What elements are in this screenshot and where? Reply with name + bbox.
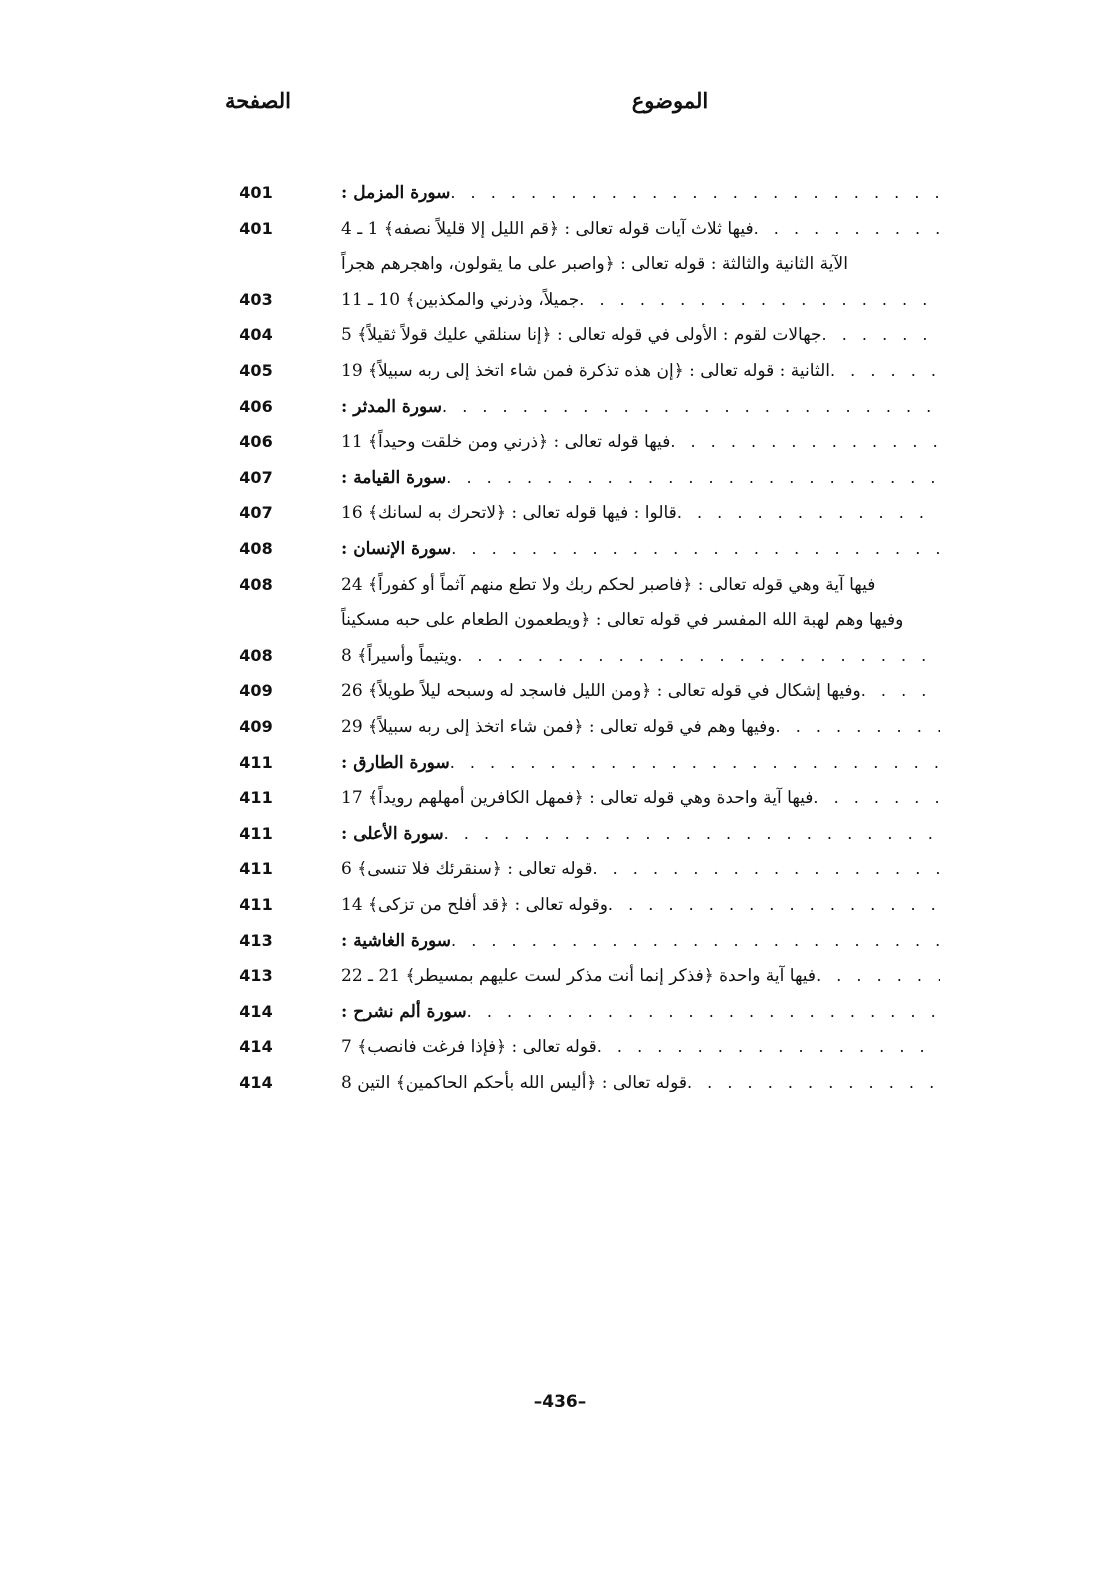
toc-entry-title: جميلاً، وذرني والمكذبين﴾ 10 ـ 11 [341, 290, 580, 310]
dot-leader [754, 212, 940, 246]
dot-leader [450, 746, 940, 780]
toc-entry-title: وفيها وهم في قوله تعالى : ﴿فمن شاء اتخذ إلى ربه سبيلاً﴾ 29 [341, 717, 776, 737]
toc-entry-line [335, 212, 940, 246]
toc-entry-title: سورة المدثر : [341, 397, 443, 417]
dot-leader [670, 425, 940, 459]
toc-entry-page: 411 [239, 859, 273, 878]
toc-entry-line [335, 176, 940, 210]
column-header-page: الصفحة [225, 88, 291, 113]
toc-entry-line [335, 746, 940, 780]
toc-entry-page: 407 [239, 468, 273, 487]
toc-entry-line [335, 995, 940, 1029]
toc-entry-line [335, 639, 940, 673]
toc-entry-line [335, 247, 940, 281]
toc-entry [230, 568, 940, 602]
toc-entry-page: 406 [239, 397, 273, 416]
toc-entry-title: قوله تعالى : ﴿سنقرئك فلا تنسى﴾ 6 [341, 859, 593, 879]
toc-entry [230, 674, 940, 708]
toc-entry-title: ويتيماً وأسيراً﴾ 8 [341, 646, 458, 666]
toc-entry [230, 817, 940, 851]
toc-entry-line [335, 390, 940, 424]
toc-entry-title: جهالات لقوم : الأولى في قوله تعالى : ﴿إنا سنلقي عليك قولاً ثقيلاً﴾ 5 [341, 325, 822, 345]
toc-entry-line [335, 924, 940, 958]
toc-entry [230, 1030, 940, 1064]
dot-leader [822, 318, 940, 352]
toc-entry-title: وفيها إشكال في قوله تعالى : ﴿ومن الليل فاسجد له وسبحه ليلاً طويلاً﴾ 26 [341, 681, 861, 701]
toc-entry-title: الآية الثانية والثالثة : قوله تعالى : ﴿واصبر على ما يقولون، واهجرهم هجراً [341, 254, 848, 274]
toc-entry [230, 283, 940, 317]
toc-entry [230, 710, 940, 744]
toc-entry-page: 411 [239, 824, 273, 843]
toc-entry-line [335, 781, 940, 815]
toc-entry-page: 405 [239, 361, 273, 380]
toc-entry-page: 409 [239, 681, 273, 700]
toc-entry-line [335, 1066, 940, 1100]
toc-entry [230, 603, 940, 637]
dot-leader [776, 710, 940, 744]
toc-entry-line [335, 461, 940, 495]
toc-entry-title: سورة الغاشية : [341, 931, 452, 951]
toc-entry-title: قوله تعالى : ﴿فإذا فرغت فانصب﴾ 7 [341, 1037, 597, 1057]
toc-entry-line [335, 496, 940, 530]
toc-entry-line [335, 425, 940, 459]
toc-entry [230, 496, 940, 530]
toc-entry-title: الثانية : قوله تعالى : ﴿إن هذه تذكرة فمن شاء اتخذ إلى ربه سبيلاً﴾ 19 [341, 361, 830, 381]
dot-leader [450, 176, 940, 210]
dot-leader [451, 532, 940, 566]
toc-entry-line [335, 283, 940, 317]
toc-entry-line [335, 603, 940, 637]
toc-entry-page: 406 [239, 432, 273, 451]
dot-leader [608, 888, 940, 922]
toc-entry-line [335, 568, 940, 602]
dot-leader [579, 283, 940, 317]
toc-entry [230, 781, 940, 815]
dot-leader [457, 639, 940, 673]
dot-leader [816, 959, 940, 993]
toc-entry-line [335, 710, 940, 744]
toc-entry [230, 746, 940, 780]
toc-entry-title: سورة الإنسان : [341, 539, 452, 559]
dot-leader [451, 924, 940, 958]
toc-entry [230, 532, 940, 566]
toc-entry [230, 852, 940, 886]
toc-entry-title: وقوله تعالى : ﴿قد أفلح من تزكى﴾ 14 [341, 895, 608, 915]
toc-entry-page: 401 [239, 219, 273, 238]
toc-entry [230, 176, 940, 210]
dot-leader [592, 852, 940, 886]
dot-leader [467, 995, 940, 1029]
dot-leader [444, 817, 940, 851]
toc-entry-title: قوله تعالى : ﴿أليس الله بأحكم الحاكمين﴾ التين 8 [341, 1073, 687, 1093]
toc-entry-title: فيها آية واحدة ﴿فذكر إنما أنت مذكر لست عليهم بمسيطر﴾ 21 ـ 22 [341, 966, 817, 986]
toc-entry [230, 461, 940, 495]
dot-leader [442, 390, 940, 424]
toc-entry-title: وفيها وهم لهبة الله المفسر في قوله تعالى : ﴿ويطعمون الطعام على حبه مسكيناً [341, 610, 904, 630]
toc-entry-line [335, 532, 940, 566]
toc-entry [230, 318, 940, 352]
toc-entry [230, 639, 940, 673]
toc-entry-title: سورة الأعلى : [341, 824, 444, 844]
toc-entry-page: 411 [239, 753, 273, 772]
dot-leader [813, 781, 940, 815]
toc-entry-page: 411 [239, 788, 273, 807]
toc-entry-title: فيها قوله تعالى : ﴿ذرني ومن خلقت وحيداً﴾ 11 [341, 432, 671, 452]
toc-entry-page: 408 [239, 539, 273, 558]
dot-leader [687, 1066, 940, 1100]
toc-entry [230, 1066, 940, 1100]
dot-leader [677, 496, 940, 530]
column-header-subject: الموضوع [631, 88, 709, 113]
toc-entry [230, 995, 940, 1029]
toc-entry-line [335, 817, 940, 851]
toc-entry-page: 401 [239, 183, 273, 202]
page-number: –436– [533, 1392, 587, 1412]
toc-entry-line [335, 674, 940, 708]
toc-entry-page: 407 [239, 503, 273, 522]
toc-entry-page: 411 [239, 895, 273, 914]
toc-entry-page: 414 [239, 1002, 273, 1021]
toc-entry-page: 408 [239, 646, 273, 665]
toc-entry-title: سورة الطارق : [341, 753, 450, 773]
toc-entry-title: فيها آية وهي قوله تعالى : ﴿فاصبر لحكم ربك ولا تطع منهم آثماً أو كفوراً﴾ 24 [341, 575, 876, 595]
toc-entry-title: سورة القيامة : [341, 468, 447, 488]
toc-entry-title: قالوا : فيها قوله تعالى : ﴿لاتحرك به لسانك﴾ 16 [341, 503, 677, 523]
toc-entry [230, 888, 940, 922]
toc-entry-line [335, 318, 940, 352]
toc-entry-line [335, 852, 940, 886]
toc-entry [230, 425, 940, 459]
toc-entry [230, 924, 940, 958]
toc-entry-page: 414 [239, 1073, 273, 1092]
toc-entry-line [335, 1030, 940, 1064]
toc-entry-title: فيها ثلاث آيات قوله تعالى : ﴿قم الليل إلا قليلاً نصفه﴾ 1 ـ 4 [341, 219, 754, 239]
toc-entry [230, 390, 940, 424]
dot-leader [446, 461, 940, 495]
toc-entry-line [335, 888, 940, 922]
dot-leader [830, 354, 940, 388]
toc-entry [230, 959, 940, 993]
toc-entry-page: 413 [239, 966, 273, 985]
dot-leader [861, 674, 940, 708]
toc-entry-page: 413 [239, 931, 273, 950]
toc-entry-page: 414 [239, 1037, 273, 1056]
toc-entry [230, 354, 940, 388]
toc-entry [230, 212, 940, 246]
toc-entry-title: سورة المزمل : [341, 183, 451, 203]
dot-leader [597, 1030, 940, 1064]
toc-entry [230, 247, 940, 281]
toc-entry-page: 409 [239, 717, 273, 736]
toc-entry-title: فيها آية واحدة وهي قوله تعالى : ﴿فمهل الكافرين أمهلهم رويداً﴾ 17 [341, 788, 814, 808]
toc-entry-line [335, 959, 940, 993]
toc-entry-page: 404 [239, 325, 273, 344]
toc-entry-title: سورة ألم نشرح : [341, 1002, 467, 1022]
toc-entry-line [335, 354, 940, 388]
toc-entry-page: 403 [239, 290, 273, 309]
toc-entry-page: 408 [239, 575, 273, 594]
